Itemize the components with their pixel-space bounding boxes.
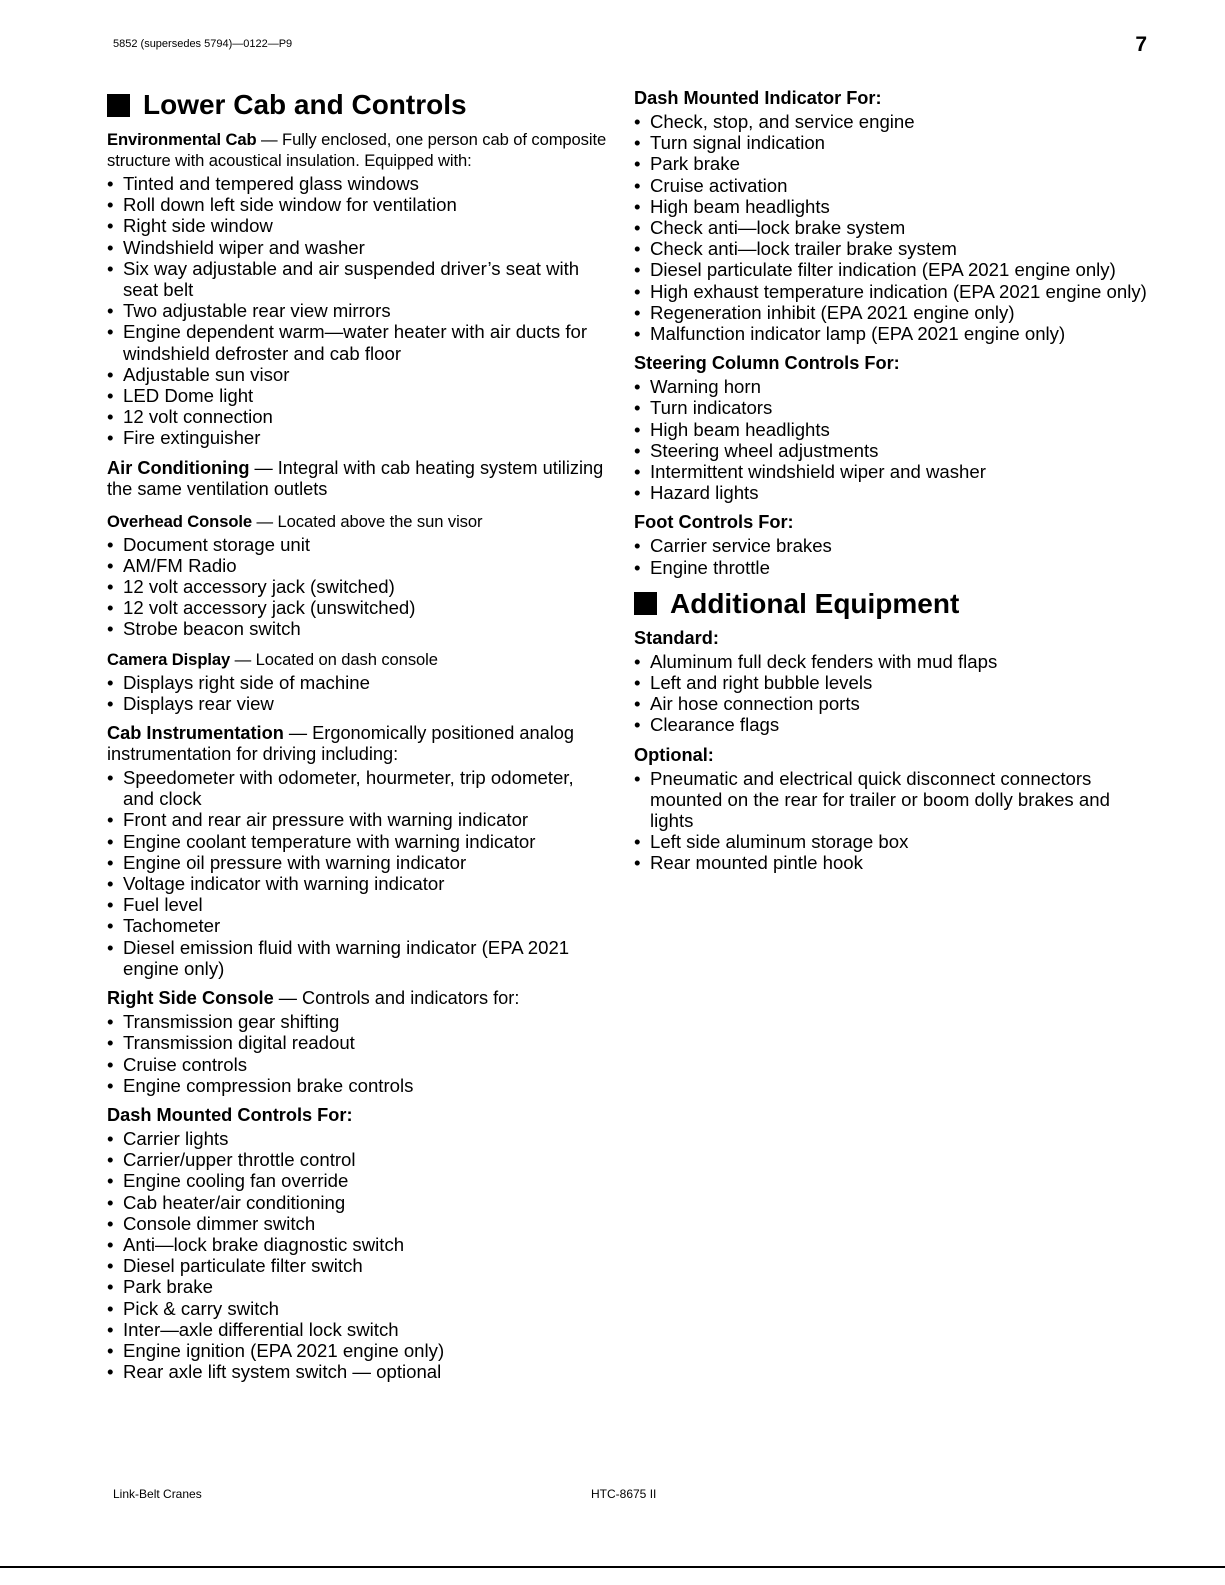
list-item: • 12 volt connection bbox=[107, 406, 607, 427]
list-item: • Turn indicators bbox=[634, 397, 1154, 418]
section-title-text: Additional Equipment bbox=[670, 587, 960, 619]
list-item: • Air hose connection ports bbox=[634, 693, 1154, 714]
camera-display-list bbox=[107, 672, 607, 714]
list-item: • Clearance flags bbox=[634, 714, 1154, 735]
list-item: • Tinted and tempered glass windows bbox=[107, 173, 607, 194]
list-item: • AM/FM Radio bbox=[107, 555, 607, 576]
camera-display-intro bbox=[107, 649, 607, 670]
list-item: • Diesel particulate filter switch bbox=[107, 1255, 607, 1276]
list-item: • 12 volt accessory jack (unswitched) bbox=[107, 597, 607, 618]
overhead-console-label: Overhead Console bbox=[107, 511, 253, 531]
list-item: • Pick & carry switch bbox=[107, 1298, 607, 1319]
list-item: • Steering wheel adjustments bbox=[634, 440, 1154, 461]
air-conditioning-label: Air Conditioning bbox=[107, 457, 250, 478]
steering-controls-list bbox=[634, 376, 1154, 503]
list-item: • Carrier/upper throttle control bbox=[107, 1149, 607, 1170]
list-item: • Cruise controls bbox=[107, 1054, 607, 1075]
list-item: • Malfunction indicator lamp (EPA 2021 engine only) bbox=[634, 323, 1154, 344]
list-item: • Document storage unit bbox=[107, 534, 607, 555]
cab-instrumentation-label: Cab Instrumentation bbox=[107, 723, 284, 744]
section-square-icon bbox=[634, 592, 657, 615]
list-item: • Six way adjustable and air suspended driver’s seat with seat belt bbox=[107, 258, 607, 300]
list-item: • Intermittent windshield wiper and washer bbox=[634, 461, 1154, 482]
list-item: • Left side aluminum storage box bbox=[634, 831, 1154, 852]
right-side-console-intro bbox=[107, 988, 607, 1009]
list-item: • Adjustable sun visor bbox=[107, 364, 607, 385]
list-item: • Anti—lock brake diagnostic switch bbox=[107, 1234, 607, 1255]
list-item: • Voltage indicator with warning indicator bbox=[107, 873, 607, 894]
list-item: • Strobe beacon switch bbox=[107, 618, 607, 639]
list-item: • Displays right side of machine bbox=[107, 672, 607, 693]
list-item: • Carrier service brakes bbox=[634, 535, 1154, 556]
environmental-cab-intro bbox=[107, 129, 607, 171]
dash-controls-heading: Dash Mounted Controls For: bbox=[107, 1104, 353, 1125]
list-item: • Windshield wiper and washer bbox=[107, 237, 607, 258]
dash-indicators-heading: Dash Mounted Indicator For: bbox=[634, 88, 882, 108]
dash-indicators-list bbox=[634, 111, 1154, 344]
list-item: • Aluminum full deck fenders with mud flaps bbox=[634, 651, 1154, 672]
left-column bbox=[107, 88, 607, 1391]
list-item: • Hazard lights bbox=[634, 482, 1154, 503]
cab-instrumentation-text: — Ergonomically positioned analog instrumentation for driving including: bbox=[107, 723, 575, 765]
list-item: • Transmission gear shifting bbox=[107, 1011, 607, 1032]
list-item: • Roll down left side window for ventilation bbox=[107, 194, 607, 215]
list-item: • High exhaust temperature indication (EPA 2021 engine only) bbox=[634, 281, 1154, 302]
cab-instrumentation-list bbox=[107, 767, 607, 979]
list-item: • Cruise activation bbox=[634, 175, 1154, 196]
cab-instrumentation-intro bbox=[107, 723, 607, 765]
list-item: • Front and rear air pressure with warning indicator bbox=[107, 809, 607, 830]
air-conditioning-paragraph bbox=[107, 458, 607, 500]
list-item: • Rear mounted pintle hook bbox=[634, 852, 1154, 873]
list-item: • LED Dome light bbox=[107, 385, 607, 406]
list-item: • Check anti—lock trailer brake system bbox=[634, 238, 1154, 259]
environmental-cab-text: — Fully enclosed, one person cab of composite structure with acoustical insulation. Equipped with: bbox=[107, 130, 607, 170]
document-code: 5852 (supersedes 5794)—0122—P9 bbox=[113, 38, 293, 50]
section-title-lower-cab bbox=[107, 88, 607, 122]
section-title-additional-equipment bbox=[634, 587, 1154, 621]
list-item: • Diesel particulate filter indication (EPA 2021 engine only) bbox=[634, 259, 1154, 280]
list-item: • Inter—axle differential lock switch bbox=[107, 1319, 607, 1340]
camera-display-text: — Located on dash console bbox=[230, 649, 438, 669]
optional-list bbox=[634, 768, 1154, 874]
overhead-console-text: — Located above the sun visor bbox=[252, 511, 483, 531]
list-item: • 12 volt accessory jack (switched) bbox=[107, 576, 607, 597]
list-item: • Engine compression brake controls bbox=[107, 1075, 607, 1096]
list-item: • Carrier lights bbox=[107, 1128, 607, 1149]
list-item: • Warning horn bbox=[634, 376, 1154, 397]
list-item: • Cab heater/air conditioning bbox=[107, 1192, 607, 1213]
list-item: • Diesel emission fluid with warning indicator (EPA 2021 engine only) bbox=[107, 937, 607, 979]
foot-controls-heading: Foot Controls For: bbox=[634, 512, 794, 533]
environmental-cab-label: Environmental Cab bbox=[107, 130, 257, 149]
list-item: • Transmission digital readout bbox=[107, 1032, 607, 1053]
list-item: • High beam headlights bbox=[634, 419, 1154, 440]
list-item: • Engine throttle bbox=[634, 557, 1154, 578]
list-item: • Engine cooling fan override bbox=[107, 1170, 607, 1191]
section-square-icon bbox=[107, 94, 130, 117]
overhead-console-intro bbox=[107, 511, 607, 532]
camera-display-label: Camera Display bbox=[107, 649, 231, 669]
list-item: • Console dimmer switch bbox=[107, 1213, 607, 1234]
overhead-console-list bbox=[107, 534, 607, 640]
list-item: • Rear axle lift system switch — optional bbox=[107, 1361, 607, 1382]
footer-brand: Link-Belt Cranes bbox=[113, 1487, 202, 1501]
right-side-console-label: Right Side Console bbox=[107, 988, 274, 1009]
list-item: • Right side window bbox=[107, 215, 607, 236]
list-item: • Two adjustable rear view mirrors bbox=[107, 300, 607, 321]
list-item: • Engine oil pressure with warning indicator bbox=[107, 852, 607, 873]
standard-list bbox=[634, 651, 1154, 736]
environmental-cab-list bbox=[107, 173, 607, 449]
list-item: • Engine coolant temperature with warning indicator bbox=[107, 831, 607, 852]
list-item: • Tachometer bbox=[107, 915, 607, 936]
list-item: • Check, stop, and service engine bbox=[634, 111, 1154, 132]
footer-model: HTC-8675 II bbox=[591, 1487, 657, 1501]
dash-controls-list bbox=[107, 1128, 607, 1382]
air-conditioning-text: — Integral with cab heating system utilizing the same ventilation outlets bbox=[107, 457, 604, 499]
list-item: • Pneumatic and electrical quick disconnect connectors mounted on the rear for trailer or boom dolly brakes and lights bbox=[634, 768, 1154, 832]
list-item: • Speedometer with odometer, hourmeter, trip odometer, and clock bbox=[107, 767, 607, 809]
right-side-console-list bbox=[107, 1011, 607, 1096]
list-item: • Left and right bubble levels bbox=[634, 672, 1154, 693]
list-item: • Park brake bbox=[634, 153, 1154, 174]
right-column bbox=[634, 88, 1154, 883]
list-item: • Engine ignition (EPA 2021 engine only) bbox=[107, 1340, 607, 1361]
list-item: • Regeneration inhibit (EPA 2021 engine only) bbox=[634, 302, 1154, 323]
list-item: • High beam headlights bbox=[634, 196, 1154, 217]
list-item: • Turn signal indication bbox=[634, 132, 1154, 153]
list-item: • Park brake bbox=[107, 1276, 607, 1297]
list-item: • Check anti—lock brake system bbox=[634, 217, 1154, 238]
list-item: • Fuel level bbox=[107, 894, 607, 915]
steering-controls-heading: Steering Column Controls For: bbox=[634, 353, 900, 374]
page-number: 7 bbox=[1135, 33, 1147, 56]
list-item: • Engine dependent warm—water heater with air ducts for windshield defroster and cab floor bbox=[107, 321, 607, 363]
list-item: • Fire extinguisher bbox=[107, 427, 607, 448]
list-item: • Displays rear view bbox=[107, 693, 607, 714]
standard-heading: Standard: bbox=[634, 627, 719, 648]
optional-heading: Optional: bbox=[634, 744, 714, 765]
right-side-console-text: — Controls and indicators for: bbox=[273, 988, 520, 1009]
section-title-text: Lower Cab and Controls bbox=[143, 89, 467, 120]
foot-controls-list bbox=[634, 535, 1154, 577]
bottom-rule bbox=[0, 1566, 1225, 1568]
